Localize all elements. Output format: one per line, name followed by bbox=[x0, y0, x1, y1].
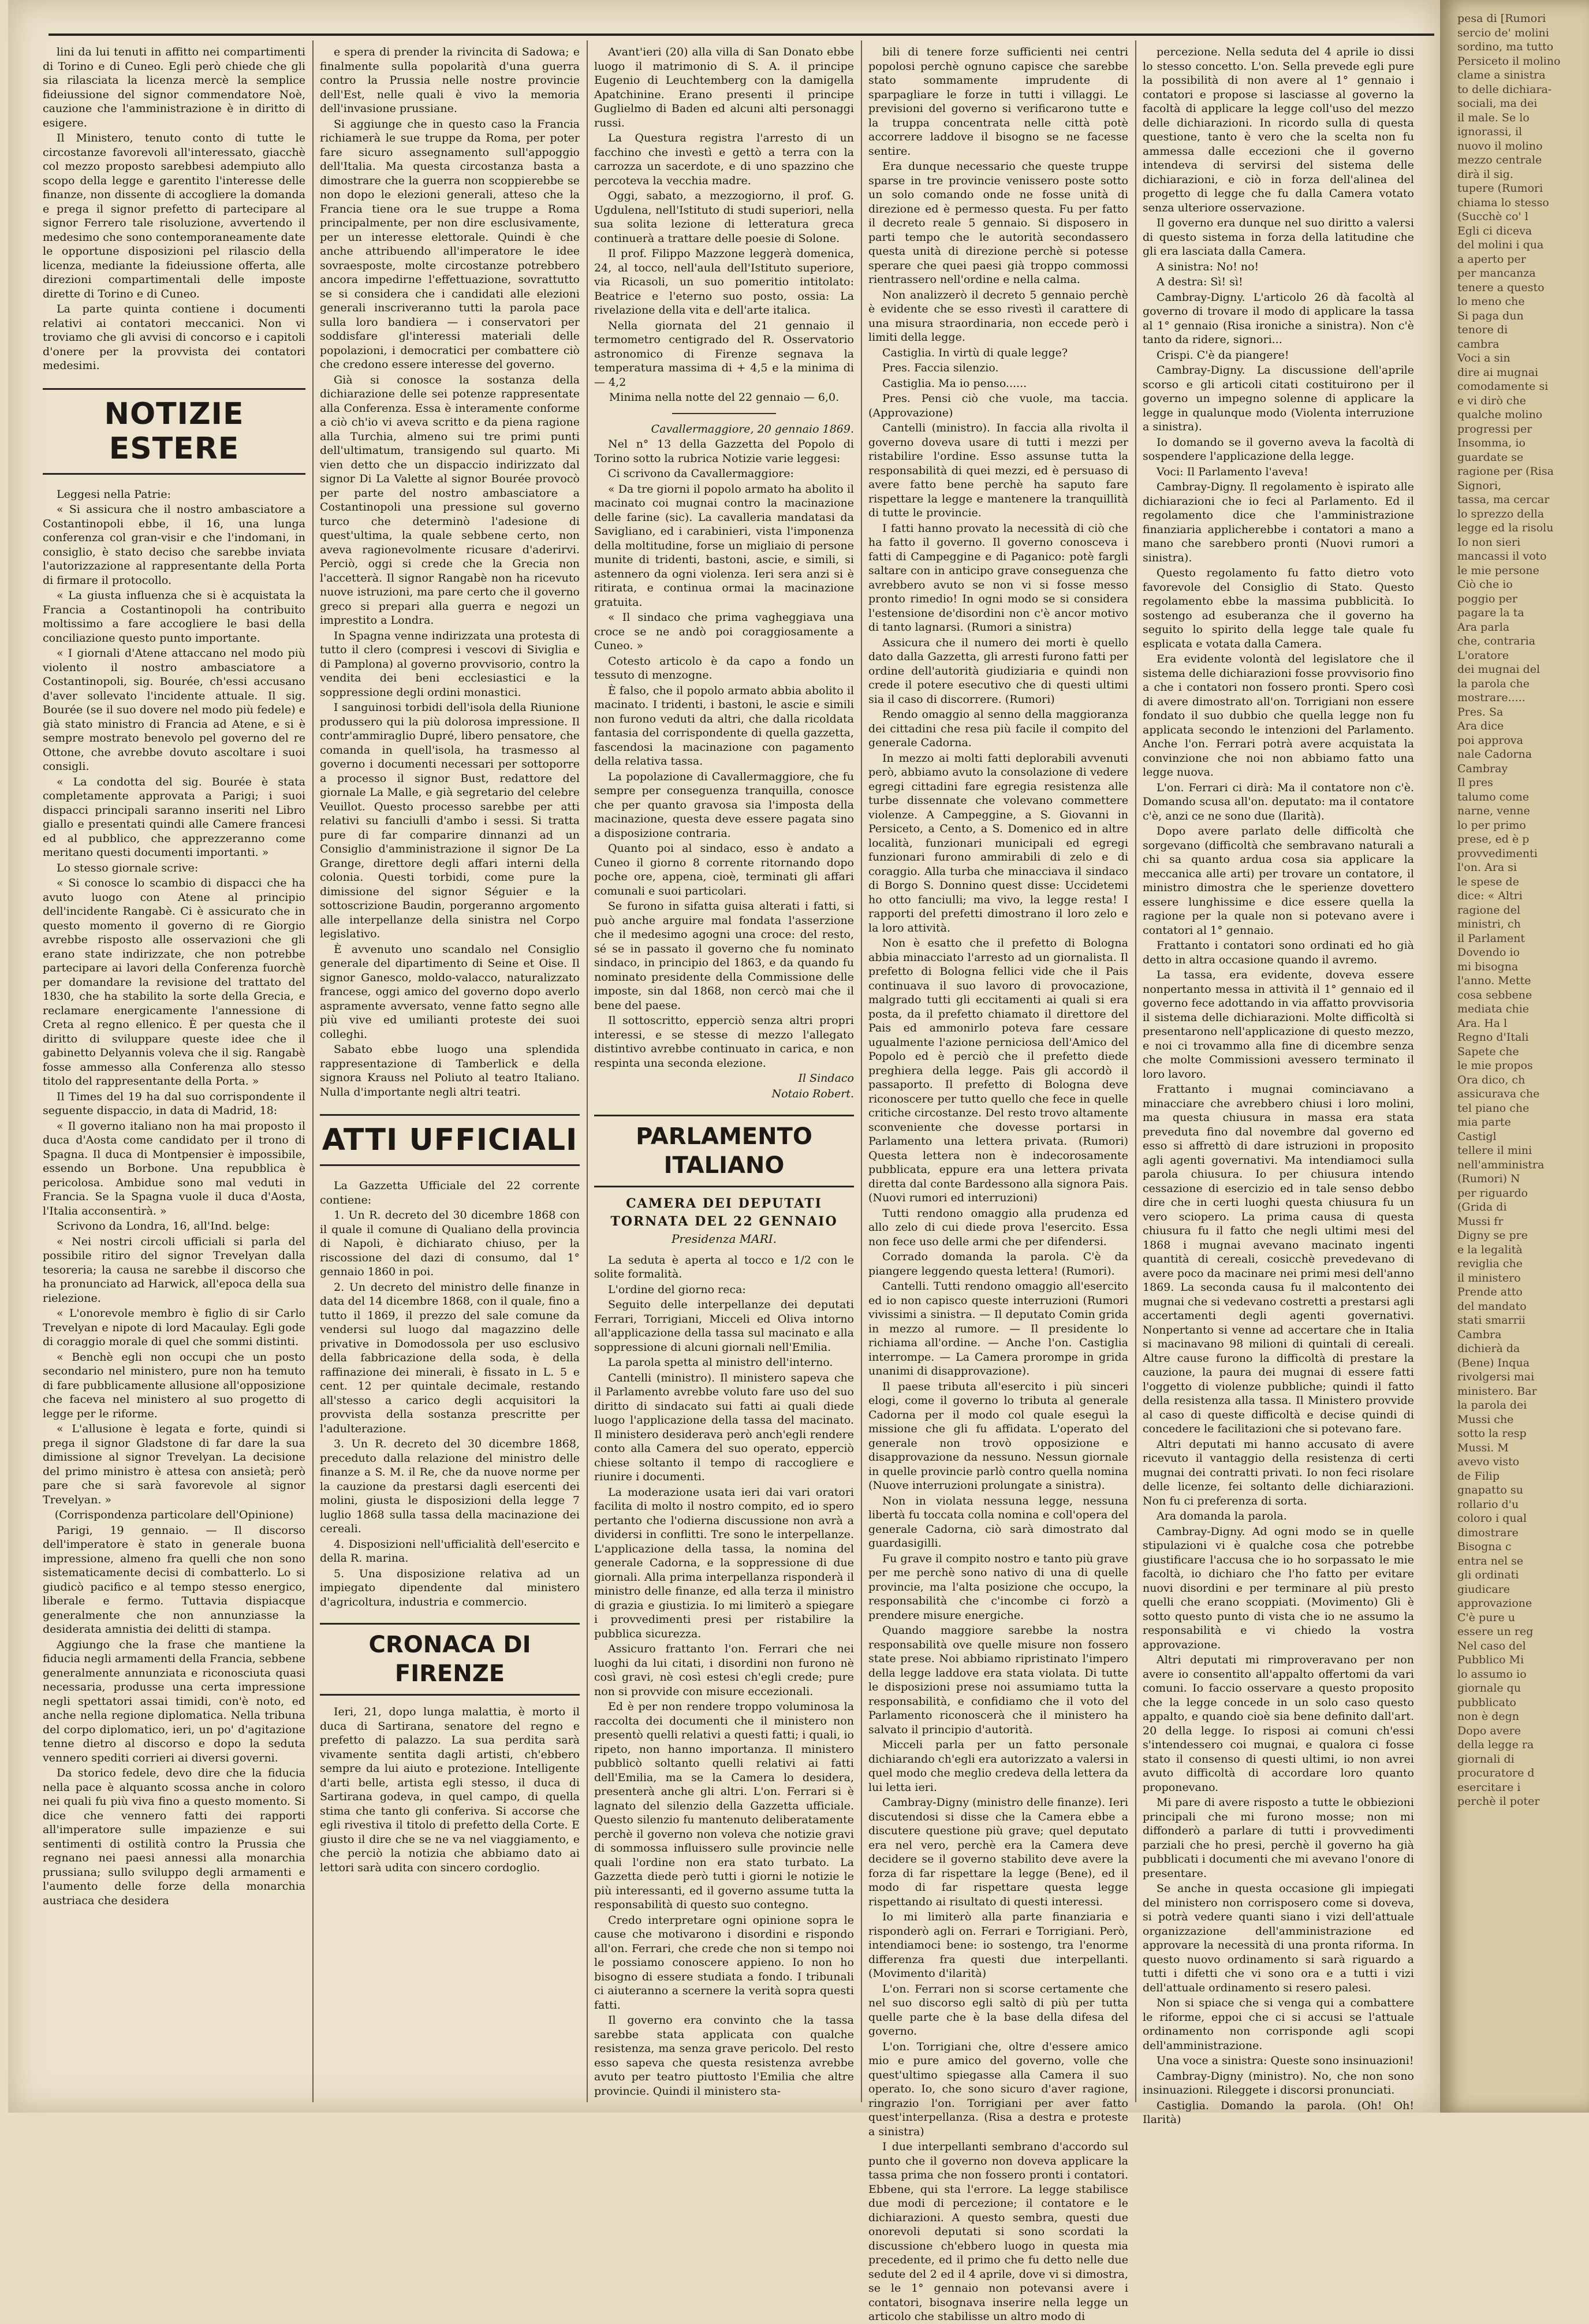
paragraph: Pres. Faccia silenzio. bbox=[882, 362, 999, 374]
paragraph: Il governo era convinto che la tassa sarebbe stata applicata con qualche resistenza, ma senza grave pericolo. Del resto esso sapeva che questa resistenza avrebbe avuto per teatro piuttosto l'Emilia che altre provincie. Quindi il ministero sta- bbox=[594, 2014, 854, 2098]
fold-line: lo sprezzo della bbox=[1457, 507, 1545, 520]
fold-line: Mussi fr bbox=[1457, 1215, 1504, 1228]
fold-line: a aperto per bbox=[1457, 252, 1526, 266]
fold-line: progressi per bbox=[1457, 422, 1532, 435]
paragraph: Frattanto i contatori sono ordinati ed ho già detto in altra occasione quando il avremo. bbox=[1143, 939, 1414, 966]
paragraph: Il prof. Filippo Mazzone leggerà domenica, 24, al tocco, nell'aula dell'Istituto superiore, via Ricasoli, un suo pomeritio intitolato: Beatrice e l'eterno suo posto, ossia: La rivelazione della vita e dell'arte italica. bbox=[594, 247, 854, 316]
paragraph: « L'onorevole membro è figlio di sir Carlo Trevelyan e nipote di lord Macaulay. Egli gode di coraggio morale di quel che sommi distinti. bbox=[43, 1307, 305, 1348]
session-date: TORNATA DEL 22 GENNAIO bbox=[610, 1213, 838, 1229]
paragraph: Già si conosce la sostanza della dichiarazione delle sei potenze rappresentate alla Conferenza. Essa è interamente conforme a ciò ch'io vi aveva scritto e da piena ragione alla Turchia, almeno sui tre primi punti dell'ultimatum, transigendo sul quarto. Mi vien detto che un dispaccio indirizzato dal signor Di La Valette al signor Bourée provocò per parte del nostro ambasciatore a Costantinopoli una pressione sul governo turco che determinò l'adesione di quest'ultima, la quale sebbene certo, non aveva ragionevolmente ricusare d'aderirvi. Perciò, oggi si crede che la Grecia non l'accetterà. Il signor Rangabè non ha ricevuto nuove istruzioni, ma pare certo che il governo greco si prepari alla guerra e negozi un imprestito a Londra. bbox=[320, 373, 580, 627]
paragraph: Aggiungo che la frase che mantiene la fiducia negli armamenti della Francia, sebbene generalmente annunziata e riconosciuta quasi necessaria, produsse una certa impressione negli spettatori assai timidi, con'è noto, ed anche nella regione diplomatica. Nella tribuna del corpo diplomatico, ieri, un po' d'agitazione tenne dietro al discorso e dopo la seduta vennero spediti corrieri ai diversi governi. bbox=[43, 1638, 305, 1764]
fold-line: il Parlament bbox=[1457, 932, 1525, 945]
fold-line: della legge ra bbox=[1457, 1738, 1534, 1751]
separator bbox=[672, 413, 776, 414]
paragraph: Una voce a sinistra: Queste sono insinuazioni! bbox=[1157, 2054, 1414, 2067]
paragraph: Altri deputati mi hanno accusato di avere ricevuto il vantaggio della resistenza di certi mugnai dei contratti privati. Io non feci risolare delle licenze, fei soltanto delle dichiarazioni. Non fu ci preferenza di sorta. bbox=[1143, 1437, 1414, 1507]
paragraph: Voci: Il Parlamento l'aveva! bbox=[1157, 465, 1308, 478]
paragraph: La parola spetta al ministro dell'interno. bbox=[608, 1356, 833, 1369]
fold-line: dichierà da bbox=[1457, 1342, 1520, 1355]
fold-line: guardate se bbox=[1457, 450, 1524, 464]
fold-line: le mie persone bbox=[1457, 564, 1539, 577]
fold-line: Mussi. M bbox=[1457, 1441, 1509, 1454]
fold-line: Pres. Sa bbox=[1457, 705, 1504, 718]
fold-line: Il pres bbox=[1457, 776, 1493, 789]
paragraph: L'ordine del giorno reca: bbox=[608, 1283, 746, 1296]
article-cavallermaggiore bbox=[594, 437, 854, 1101]
fold-line: esercitare i bbox=[1457, 1781, 1521, 1794]
column-1 bbox=[43, 45, 305, 2101]
fold-line: entra nel se bbox=[1457, 1554, 1524, 1567]
fold-line: sercio de' molini bbox=[1457, 26, 1549, 39]
fold-line: ministri, ch bbox=[1457, 918, 1521, 930]
fold-line: legge ed la risolu bbox=[1457, 522, 1554, 534]
fold-line: per riguardo bbox=[1457, 1186, 1528, 1200]
paragraph: Non si spiace che si venga qui a combattere le riforme, eppoi che ci si accusi se l'attuale ordinamento non corrisponde agli scopi dell'amministrazione. bbox=[1143, 1997, 1414, 2052]
paragraph: La Questura registra l'arresto di un facchino che investì e gettò a terra con la carrozza un sacerdote, e di uno spazzino che percoteva la vecchia madre. bbox=[594, 132, 854, 187]
paragraph: In mezzo ai molti fatti deplorabili avvenuti però, abbiamo avuto la consolazione di vedere egregi cittadini fare egregia resistenza alle turbe dissennate che volevano commettere violenze. A Campeggine, a S. Giovanni in Persiceto, a Cento, a S. Domenico ed in altre località, funzionari municipali ed egregi funzionari furono ammirabili di zelo e di coraggio. Alla turba che minacciava il sindaco di Borgo S. Donnino quest disse: Uccidetemi ho otto fanciulli; ma vivo, la legge resta! I rapporti del prefetti dimostrano il loro zelo e la loro attività. bbox=[868, 751, 1128, 934]
fold-line: stati smarrii bbox=[1457, 1314, 1525, 1327]
paragraph: lini da lui tenuti in affitto nei compartimenti di Torino e di Cuneo. Egli però chiede che gli sia rilasciata la licenza mercè la semplice fideiussione del signor commendatore Noè, cauzione che l'amministrazione è in diritto di esigere. bbox=[43, 46, 305, 129]
fold-line: nuovo il molino bbox=[1457, 139, 1543, 152]
fold-line: Sapete che bbox=[1457, 1045, 1519, 1058]
paragraph: Cambray-Digny. La discussione dell'aprile scorso e gli articoli citati costituirono per il governo un impegno solenne di applicare la legge in qualunque modo (Violenta interruzione a sinistra). bbox=[1143, 364, 1414, 433]
column-rule bbox=[1135, 40, 1136, 2102]
fold-line: rivolgersi mai bbox=[1457, 1370, 1535, 1383]
paragraph: Non in violata nessuna legge, nessuna libertà fu toccata colla nomina e coll'opera del generale Cadorna, ciò sarà dimostrato dal guardasigilli. bbox=[868, 1494, 1128, 1550]
fold-line: le mie propos bbox=[1457, 1059, 1533, 1072]
fold-line: perchè il poter bbox=[1457, 1795, 1540, 1808]
paragraph: Cantelli (ministro). Il ministero sapeva che il Parlamento avrebbe voluto fare uso del suo diritto di sindacato sui fatti ai quali diede luogo l'applicazione della tassa del macinato. Il ministero desiderava però anch'egli rendere conto alla Camera del suo operato, epperciò chiese soltanto il tempo di raccogliere e riunire i documenti. bbox=[594, 1371, 854, 1483]
fold-line: avevo visto bbox=[1457, 1455, 1520, 1468]
paragraph: Ed è per non rendere troppo voluminosa la raccolta dei documenti che il ministero non presentò quelli relativi a questi fatti; i quali, io ripeto, non hanno importanza. Il ministero pubblicò soltanto quelli relativi ai fatti dell'Emilia, ma se la Camera lo desidera, presenterà anche gli altri. L'on. Ferrari si è lagnato del silenzio della Gazzetta ufficiale. Questo silenzio fu mantenuto deliberatamente perchè il governo non voleva che notizie gravi di sommossa influissero sulle provincie nelle quali l'ordine non era stato turbato. La Gazzetta diede però tutti i giorni le notizie le più interessanti, ed il governo assume tutta la responsabilità di questo suo contegno. bbox=[594, 1700, 854, 1911]
paragraph: L'on. Ferrari ci dirà: Ma il contatore non c'è. Domando scusa all'on. deputato: ma il contatore c'è, anzi ce ne sono due (Ilarità). bbox=[1143, 781, 1414, 822]
fold-line: mi bisogna bbox=[1457, 960, 1519, 973]
paragraph: Il sottoscritto, epperciò senza altri propri interessi, e se stesse di mezzo l'allegato distintivo avrebbe continuato in carica, e non respinta una seconda elezione. bbox=[594, 1014, 854, 1070]
paragraph: Questo regolamento fu fatto dietro voto favorevole del Consiglio di Stato. Questo regolamento ebbe la massima pubblicità. Io sostengo ad esuberanza che il governo ha seguito lo spirito della legge tale quale fu esplicata e votata dalla Camera. bbox=[1143, 567, 1414, 650]
fold-line: Voci a sin bbox=[1457, 352, 1510, 364]
paragraph: « Il governo italiano non ha mai proposto il duca d'Aosta come candidato per il trono di Spagna. Il duca di Montpensier è impossibile, essendo un Borbone. Una repubblica è pericolosa. Ambidue sono mal veduti in Francia. Se la Spagna vuole il duca d'Aosta, l'Italia acconsentirà. » bbox=[43, 1119, 305, 1217]
fold-line: to delle dichiara- bbox=[1457, 83, 1552, 96]
fold-line: del molini i qua bbox=[1457, 239, 1544, 251]
paragraph: Mi pare di avere risposto a tutte le obbiezioni principali che mi furono mosse; non mi diffonderò a parlare di tutti i provvedimenti parziali che ho presi, perchè il governo ha già pubblicati i documenti che mi avevano l'onore di presentare. bbox=[1143, 1796, 1414, 1880]
paragraph: Parigi, 19 gennaio. — Il discorso dell'imperatore è stato in generale buona impressione, almeno fra quelli che non sono sistematicamente decisi di combatterlo. Lo si giudicò pacifico e al tempo stesso energico, liberale e fermo. Tuttavia dispiacque generalmente che non annunziasse la desiderata amnistia dei delitti di stampa. bbox=[43, 1524, 305, 1636]
paragraph: L'on. Torrigiani che, oltre d'essere amico mio e pure amico del governo, volle che quest'ultimo spiegasse alla Camera il suo operato. Io, che sono sicuro d'aver ragione, ringrazio l'on. Torrigiani per aver fatto quest'interpellanza. (Risa a destra e proteste a sinistra) bbox=[868, 2040, 1128, 2138]
paragraph: « Benchè egli non occupi che un posto secondario nel ministero, pure non ha temuto di fare pubblicamente allusione all'opposizione che faceva nel ministero al suo progetto di legge per le riforme. bbox=[43, 1350, 305, 1420]
fold-line: l'on. Ara si bbox=[1457, 861, 1517, 874]
paragraph: Tutti rendono omaggio alla prudenza ed allo zelo di cui diede prova l'esercito. Essa non fece uso delle armi che per difendersi. bbox=[868, 1206, 1128, 1248]
paragraph: Castiglia. Domando la parola. (Oh! Oh! Ilarità) bbox=[1143, 2099, 1414, 2126]
paragraph: Il paese tributa all'esercito i più sinceri elogi, come il governo lo tributa al generale Cadorna per il modo col quale eseguì la missione che gli fu affidata. L'operato del generale non trovò opposizione e disapprovazione da nessuno. Nessun giornale in quelle provincie parlò contro quella nomina (Nuove interruzioni prolungate a sinistra). bbox=[868, 1380, 1128, 1492]
fold-line: ministero. Bar bbox=[1457, 1384, 1537, 1398]
fold-line: Ara. Ha l bbox=[1457, 1016, 1508, 1030]
fold-line: comodamente si bbox=[1457, 380, 1549, 393]
paragraph: Cantelli (ministro). In faccia alla rivolta il governo doveva usare di tutti i mezzi per ristabilire l'ordine. Esso assunse tutta la responsabilità di quei mezzi, ed è persuaso di avere fatto bene perchè ha saputo fare rispettare la legge e mantenere la tranquillità di tutte le provincie. bbox=[868, 422, 1128, 519]
fold-line: Si paga dun bbox=[1457, 309, 1524, 322]
article-cronaca-continued bbox=[594, 45, 854, 405]
chamber-title: CAMERA DEI DEPUTATI bbox=[626, 1196, 822, 1211]
fold-line: e vi dirò che bbox=[1457, 394, 1527, 407]
fold-line: tenore di bbox=[1457, 323, 1508, 336]
next-page-fragment bbox=[1457, 12, 1579, 1809]
article-parlamento bbox=[594, 1253, 854, 2099]
paragraph: Nella giornata del 21 gennaio il termometro centigrado del R. Osservatorio astronomico di Firenze segnava la temperatura massima di + 4,5 e la minima di — 4,2 bbox=[594, 319, 854, 389]
dateline: Cavallermaggiore, 20 gennaio 1869. bbox=[651, 422, 854, 435]
paragraph: 3. Un R. decreto del 30 dicembre 1868, preceduto dalla relazione del ministro delle finanze a S. M. il Re, che da nuove norme per la cauzione da prestarsi dagli esercenti dei molini, giusta le disposizioni della legge 7 luglio 1868 sulla tassa della macinazione dei cereali. bbox=[320, 1437, 580, 1535]
fold-line: e la legalità bbox=[1457, 1243, 1523, 1256]
fold-line: giornali di bbox=[1457, 1752, 1515, 1766]
paragraph: In Spagna venne indirizzata una protesta di tutto il clero (compresi i vescovi di Siviglia e di Pamplona) al governo provvisorio, contro la vendita dei beni ecclesiastici e la soppressione degli ordini monastici. bbox=[320, 629, 580, 699]
fold-line: pagare la ta bbox=[1457, 606, 1524, 619]
article-atti-ufficiali bbox=[320, 1179, 580, 1609]
paragraph: Cambray-Digny. Il regolamento è ispirato alle dichiarazioni che io feci al Parlamento. Ed il regolamento dice che l'amministrazione finanziaria applicherebbe i contatori a mano a mano che sarebbero pronti (Nuovi rumori a sinistra). bbox=[1143, 481, 1414, 564]
fold-line: Mussi che bbox=[1457, 1413, 1514, 1426]
paragraph: La tassa, era evidente, doveva essere nonpertanto messa in attività il 1° gennaio ed il governo fece adottando in via affatto provvisoria il sistema delle dichiarazioni. Molte difficoltà si presentarono nell'applicazione di questo mezzo, e noi ci trovammo alla fine di dicembre senza che molte Commissioni avessero terminato il loro lavoro. bbox=[1143, 969, 1414, 1081]
signature-notaio: Notaio Robert. bbox=[771, 1087, 854, 1100]
top-rule bbox=[49, 33, 1434, 36]
paragraph: « La giusta influenza che si è acquistata la Francia a Costantinopoli ha contribuito moltissimo a fare accogliere le basi della conciliazione questo punto importante. bbox=[43, 589, 305, 645]
fold-line: dimostrare bbox=[1457, 1526, 1519, 1539]
fold-line: tenere a questo bbox=[1457, 281, 1545, 294]
fold-line: lo assumo io bbox=[1457, 1667, 1527, 1681]
paragraph: 5. Una disposizione relativa ad un impiegato dipendente dal ministero d'agricoltura, industria e commercio. bbox=[320, 1567, 580, 1608]
section-heading-parlamento: PARLAMENTO ITALIANO bbox=[594, 1115, 854, 1187]
fold-line: procuratore d bbox=[1457, 1767, 1535, 1779]
section-heading-notizie-estere: NOTIZIE ESTERE bbox=[43, 388, 305, 475]
fold-line: rollario d'u bbox=[1457, 1498, 1519, 1511]
fold-line: mezzo centrale bbox=[1457, 154, 1542, 166]
fold-line: Dovendo io bbox=[1457, 946, 1520, 959]
paragraph: Lo stesso giornale scrive: bbox=[57, 861, 199, 874]
column-rule bbox=[312, 40, 314, 2102]
fold-line: Cambray bbox=[1457, 762, 1508, 775]
paragraph: bili di tenere forze sufficienti nei centri popolosi perchè ognuno capisce che sarebbe stato sommamente imprudente di sparpagliare le forze in tutti i villaggi. Le previsioni del governo si verificarono tutte e la truppa concentrata nelle città potè accorrere laddove il bisogno se ne facesse sentire. bbox=[868, 46, 1128, 158]
paragraph: La Gazzetta Ufficiale del 22 corrente contiene: bbox=[320, 1179, 580, 1206]
fold-line: la parola dei bbox=[1457, 1399, 1527, 1411]
column-4 bbox=[868, 45, 1128, 2323]
column-rule bbox=[861, 40, 862, 2102]
fold-line: tupere (Rumori bbox=[1457, 182, 1543, 195]
fold-line: talumo come bbox=[1457, 790, 1530, 803]
paragraph: Sabato ebbe luogo una splendida rappresentazione di Tamberlick e della signora Krauss nel Poliuto al teatro Italiano. Nulla d'importante negli altri teatri. bbox=[320, 1043, 580, 1098]
fold-line: cambra bbox=[1457, 337, 1500, 351]
paragraph: Cotesto articolo è da capo a fondo un tessuto di menzogne. bbox=[594, 654, 854, 681]
fold-line: sordino, ma tutto bbox=[1457, 40, 1554, 53]
fold-line: ragione per (Risa bbox=[1457, 465, 1554, 478]
column-rule bbox=[587, 40, 588, 2102]
column-2 bbox=[320, 45, 580, 2101]
fold-line: nale Cadorna bbox=[1457, 748, 1532, 761]
fold-line: Io non sieri bbox=[1457, 535, 1521, 549]
fold-line: Ara dice bbox=[1457, 720, 1504, 732]
fold-line: prese, ed è p bbox=[1457, 833, 1530, 846]
article-cambray-digny bbox=[1143, 45, 1414, 2127]
fold-line: giudicare bbox=[1457, 1582, 1510, 1596]
fold-line: Regno d'Itali bbox=[1457, 1031, 1529, 1044]
paragraph: Non analizzerò il decreto 5 gennaio perchè è evidente che se esso rivestì il carattere di una misura straordinaria, non eccede però i limiti della legge. bbox=[868, 288, 1128, 344]
paragraph: Cambray-Digny. L'articolo 26 dà facoltà al governo di trovare il modo di applicare la tassa al 1° gennaio (Risa ironiche a sinistra). Non c'è tanto da ridere, signori... bbox=[1143, 290, 1414, 346]
fold-line: sociali, ma dei bbox=[1457, 97, 1538, 110]
fold-line: non è degn bbox=[1457, 1710, 1520, 1723]
fold-line: Pubblico Mi bbox=[1457, 1653, 1524, 1666]
fold-line: ragione del bbox=[1457, 903, 1521, 917]
paragraph: Assicuro frattanto l'on. Ferrari che nei luoghi da lui citati, i disordini non furono nè così gravi, nè così estesi ch'egli crede; pure non si provvide con misure eccezionali. bbox=[594, 1643, 854, 1698]
paragraph: Castiglia. In virtù di quale legge? bbox=[882, 346, 1068, 359]
fold-line: il ministero bbox=[1457, 1271, 1521, 1284]
fold-line: reviglia che bbox=[1457, 1257, 1523, 1270]
fold-line: del mandato bbox=[1457, 1299, 1527, 1313]
paragraph: 4. Disposizioni nell'ufficialità dell'esercito e della R. marina. bbox=[320, 1537, 580, 1565]
paragraph: « Da tre giorni il popolo armato ha abolito il macinato coi mugnai contro la macinazione delle farine (sic). La cavalleria mandatasi da Savigliano, ed i carabinieri, vista l'imponenza della moltitudine, forse un migliaio di persone munite di tridenti, bastoni, ascie, e simili, si astennero da ogni violenza. Ieri sera anzi si è ritirata, e continua ormai la macinazione gratuita. bbox=[594, 482, 854, 609]
section-heading-cronaca-firenze: CRONACA DI FIRENZE bbox=[320, 1623, 580, 1696]
paragraph: « Si assicura che il nostro ambasciatore a Costantinopoli ebbe, il 16, una lunga conferenza col gran-visir e che l'indomani, in consiglio, è stato deciso che sarebbe inviata l'autorizzazione al rappresentante della Porta di firmare il protocollo. bbox=[43, 503, 305, 587]
paragraph: È falso, che il popolo armato abbia abolito il macinato. I tridenti, i bastoni, le ascie e simili non furono veduti da altri, che dalla ricoldata fantasia del corrispondente di quella gazzetta, fascendosi la macinazione con pagamento della relativa tassa. bbox=[594, 684, 854, 768]
fold-line: chiama lo stesso bbox=[1457, 196, 1549, 209]
fold-line: mancassi il voto bbox=[1457, 550, 1547, 563]
fold-line: qualche molino bbox=[1457, 408, 1543, 421]
paragraph: (Corrispondenza particolare dell'Opinione) bbox=[54, 1509, 294, 1521]
fold-line: clame a sinistra bbox=[1457, 69, 1546, 81]
fold-line: (Succhè co' l bbox=[1457, 210, 1528, 223]
article-cronaca-firenze bbox=[320, 1705, 580, 1875]
fold-line: dirà il sig. bbox=[1457, 167, 1513, 181]
paragraph: Cambray-Digny (ministro delle finanze). Ieri discutendosi si disse che la Camera ebbe a discutere questione più grave; quel deputato era nel vero, perchè era la Camera deve decidere se il governo stabilito deve avere la forza di far rispettare la legge (Bene), ed il modo di far rispettare questa legge rispettando ai risultato di questi interessi. bbox=[868, 1796, 1128, 1908]
fold-line: Ora dico, ch bbox=[1457, 1073, 1525, 1086]
signature-sindaco: Il Sindaco bbox=[798, 1072, 854, 1085]
paragraph: Il Times del 19 ha dal suo corrispondente il seguente dispaccio, in data di Madrid, 18: bbox=[43, 1090, 305, 1117]
paragraph: Ci scrivono da Cavallermaggiore: bbox=[608, 467, 794, 480]
fold-line: Bisogna c bbox=[1457, 1540, 1512, 1553]
paragraph: La moderazione usata ieri dai vari oratori facilita di molto il nostro compito, ed io spero pertanto che l'odierna discussione non avrà a dividersi in conflitti. Tre sono le interpellanze. L'applicazione della tassa, la nomina del generale Cadorna, e la soppressione di due giornali. Alla prima interpellanza risponderà il ministro delle finanze, ed alla terza il ministro di grazia e giustizia. Io mi limiterò a spiegare i provvedimenti presi per ristabilire la pubblica sicurezza. bbox=[594, 1485, 854, 1640]
fold-line: Egli ci diceva bbox=[1457, 224, 1532, 237]
paragraph: Era dunque necessario che queste truppe sparse in tre provincie venissero poste sotto un solo comando onde ne fosse unità di direzione ed è permesso questa. Fu per fatto il decreto reale 5 gennaio. Si disposero in parti tempo che le autorità secondassero questa unità di direzione perchè si potesse sperare che quei paesi già troppo commossi rientrassero nell'ordine e nella calma. bbox=[868, 160, 1128, 286]
paragraph: 1. Un R. decreto del 30 dicembre 1868 con il quale il comune di Qualiano della provincia di Napoli, è dichiarato chiuso, per la riscossione del dazi di consumo, dal 1° gennaio 1860 in poi. bbox=[320, 1209, 580, 1278]
fold-line: Nel caso del bbox=[1457, 1639, 1526, 1652]
paragraph: A sinistra: No! no! bbox=[1157, 260, 1259, 273]
paragraph: È avvenuto uno scandalo nel Consiglio generale del dipartimento di Seine et Oise. Il signor Ganesco, moldo-valacco, naturalizzato francese, oggi amico del governo dopo averlo aspramente avversato, venne fatto segno alle più vive ed umilianti proteste dei suoi colleghi. bbox=[320, 943, 580, 1041]
paragraph: Il Ministero, tenuto conto di tutte le circostanze favorevoli all'interessato, giacchè col mezzo proposto sarebbesi adempiuto allo scopo della legge e garentito l'interesse delle finanze, non dissente di accogliere la domanda e prega il signor prefetto di partecipare al signor Ferrero tale risoluzione, avvertendo il medesimo che sono contemporaneamente date le opportune disposizioni pel rilascio della licenza, mediante la fideiussione offerta, alle direzioni compartimentali delle imposte dirette di Torino e di Cuneo. bbox=[43, 132, 305, 300]
paragraph: Non è esatto che il prefetto di Bologna abbia minacciato l'arresto ad un giornalista. Il prefetto di Bologna fellici vide che il Pais continuava il suo lavoro di provocazione, malgrado tutti gli eccitamenti ai quali si era posta, da il prefetto chiamato il direttore del Pais ed ammonirlo poteva fare cessare ugualmente l'azione perniciosa dell'Amico del Popolo ed è perciò che il prefetto diede preghiera della legge. Pais gli accordò il passaporto. Il prefetto di Bologna deve riconoscere per tutto quello che fece in quelle critiche circostanze. Del resto trovo altamente sconveniente che dovesse portarsi in Parlamento una lettera privata. (Rumori) Questa lettera non è indecorosamente pubblicata, eppure era una lettera privata diretta dal conte Bardessono alla signora Pais. (Nuovi rumori ed interruzioni) bbox=[868, 937, 1128, 1204]
paragraph: Quando maggiore sarebbe la nostra responsabilità ove quelle misure non fossero state prese. Noi abbiamo ripristinato l'impero della legge laddove era stata violata. Di tutte le disposizioni prese noi assumiamo tutta la responsabilità, e confidiamo che il voto del Parlamento riconoscerà che il ministero ha salvato il principio d'autorità. bbox=[868, 1624, 1128, 1736]
fold-line: Insomma, io bbox=[1457, 437, 1525, 449]
next-page-fold bbox=[1440, 0, 1589, 2113]
paragraph: Se furono in sifatta guisa alterati i fatti, si può anche arguire mal fondata l'asserzione che il medesimo agogni una croce: del resto, sé se in passato il governo che fu nominato sindaco, in principio del 1863, e da quando fu nominato presidente della Commissione delle imposte, sin dal 1868, non cercò mai che il bene del paese. bbox=[594, 900, 854, 1012]
paragraph: Leggesi nella Patrie: bbox=[57, 487, 171, 501]
paragraph: Il governo era dunque nel suo diritto a valersi di questo sistema in forza della latitudine che gli era lasciata dalla Camera. bbox=[1143, 217, 1414, 258]
paragraph: Io domando se il governo aveva la facoltà di sospendere l'applicazione della legge. bbox=[1143, 435, 1414, 463]
fold-line: sotto la resp bbox=[1457, 1427, 1527, 1440]
paragraph: Io mi limiterò alla parte finanziaria e risponderò agli on. Ferrari e Torrigiani. Però, intendiamoci bene: io sostengo, tra l'enorme differenza fra questi due interpellanti. (Movimento d'ilarità) bbox=[868, 1910, 1128, 1980]
fold-line: le spese de bbox=[1457, 875, 1519, 888]
paragraph: Cantelli. Tutti rendono omaggio all'esercito ed io non capisco queste interruzioni (Rumori vivissimi a sinistra. — Il deputato Comin grida in mezzo al rumore. — Il presidente lo richiama all'ordine. — Anche l'on. Castiglia interrompe. — La Camera prorompe in grida unanimi di disapprovazione). bbox=[868, 1280, 1128, 1377]
paragraph: L'on. Ferrari non si scorse certamente che nel suo discorso egli saltò di più per tutta quelle parte che è la base della difesa del governo. bbox=[868, 1982, 1128, 2038]
article-parlamento-continued bbox=[868, 45, 1128, 2324]
paragraph: Seguito delle interpellanze dei deputati Ferrari, Torrigiani, Micceli ed Oliva intorno all'applicazione della tassa sul macinato e alla soppressione di alcuni giornali nell'Emilia. bbox=[594, 1298, 854, 1354]
fold-line: il male. Se lo bbox=[1457, 111, 1530, 124]
fold-line: (Grida di bbox=[1457, 1201, 1507, 1213]
fold-line: mostrare..... bbox=[1457, 691, 1525, 704]
column-5 bbox=[1143, 45, 1414, 2126]
fold-line: che, contraria bbox=[1457, 635, 1536, 647]
paragraph: La parte quinta contiene i documenti relativi ai contatori meccanici. Non vi troviamo che gli avvisi di concorso e i capitoli d'onere per la provvista dei contatori medesimi. bbox=[43, 303, 305, 372]
paragraph: La popolazione di Cavallermaggiore, che fu sempre per conseguenza tranquilla, conosce che per quanto gravosa sia l'imposta della macinazione, questa deve essere pagata sino a disposizione contraria. bbox=[594, 770, 854, 840]
fold-line: essere un reg bbox=[1457, 1625, 1534, 1638]
paragraph: I fatti hanno provato la necessità di ciò che ha fatto il governo. Il governo conosceva i fatti di Campeggine e di Paganico: potè fargli saltare con in anticipo grave conseguenza che avrebbero avuto se non vi si fosse messo pronto rimedio! In ogni modo se si considera l'estensione de'disordini non c'è ancor motivo di tanto lagnarsi. (Rumori a sinistra) bbox=[868, 522, 1128, 634]
fold-line: per mancanza bbox=[1457, 267, 1536, 280]
fold-line: approvazione bbox=[1457, 1597, 1532, 1610]
fold-line: ignorassi, il bbox=[1457, 125, 1523, 138]
fold-line: lo per primo bbox=[1457, 818, 1526, 832]
section-heading-atti-ufficiali: ATTI UFFICIALI bbox=[320, 1114, 580, 1166]
paragraph: Pres. Pensi ciò che vuole, ma taccia. (Approvazione) bbox=[868, 392, 1128, 419]
fold-line: de Filip bbox=[1457, 1469, 1500, 1483]
paragraph: Scrivono da Londra, 16, all'Ind. belge: bbox=[57, 1220, 270, 1232]
paragraph: Era evidente volontà del legislatore che il sistema delle dichiarazioni fosse provvisorio fino a che i contatori non fossero pronti. Spero così di avere dimostrato all'on. Torrigiani non essere fondato il suo dubbio che quella legge non fu applicata secondo le intenzioni del Parlamento. Anche l'on. Ferrari potrà avere acquistata la convinzione che noi non abbiamo fatto una legge nuova. bbox=[1143, 653, 1414, 779]
paragraph: « Nei nostri circoli ufficiali si parla del possibile ritiro del signor Trevelyan dalla tesoreria; la causa ne sarebbe il discorso che ha pronunciato ad Harwick, all'epoca della sua rielezione. bbox=[43, 1235, 305, 1305]
paragraph: Se anche in questa occasione gli impiegati del ministero non corrisposero come si doveva, si potrà vedere quanti siano i vizi dell'attuale organizzazione dell'amministrazione ed approvare la necessità di una pronta riforma. In questo nuovo ordinamento si sarà riguardo a tutti i difetti che vi sono ora e a tutti i vizi dell'attuale ordinamento si resero palesi. bbox=[1143, 1882, 1414, 1994]
paragraph: Da storico fedele, devo dire che la fiducia nella pace è alquanto scossa anche in coloro nei quali fu più viva fino a questo momento. Si dice che vennero fatti dei rapporti all'imperatore sulle impazienze e sui sentimenti di ostilità contro la Prussia che regnano nei paesi annessi alla monarchia prussiana; sullo sviluppo degli armamenti e l'aumento delle forze della monarchia austriaca che desidera bbox=[43, 1767, 305, 1907]
paragraph: Avant'ieri (20) alla villa di San Donato ebbe luogo il matrimonio di S. A. il principe Eugenio di Leuchtemberg con la damigella Apatchinine. Erano presenti il principe Guglielmo di Baden ed alcuni alti personaggi russi. bbox=[594, 46, 854, 129]
paragraph: Rendo omaggio al senno della maggioranza dei cittadini che resa più facile il compito del generale Cadorna. bbox=[868, 708, 1128, 749]
presidency: Presidenza MARI. bbox=[671, 1232, 777, 1246]
fold-line: tellere il mini bbox=[1457, 1144, 1532, 1157]
paragraph: Cambray-Digny. Ad ogni modo se in quelle stipulazioni vi è qualche cosa che potrebbe giustificare l'accusa che io ho sorpassato le mie facoltà, io dichiaro che l'ho fatto per evitare nuovi disordini e per terminare al più presto quelli che erano scoppiati. (Movimento) Gli è sotto questo punto di vista che io ne assumo la responsabilità e vi chiedo la vostra approvazione. bbox=[1143, 1525, 1414, 1651]
column-3 bbox=[594, 45, 854, 2101]
fold-line: mia parte bbox=[1457, 1116, 1511, 1129]
fold-line: Dopo avere bbox=[1457, 1724, 1521, 1737]
fold-line: nell'amministra bbox=[1457, 1158, 1545, 1171]
fold-line: (Bene) Inqua bbox=[1457, 1356, 1530, 1369]
fold-line: pubblicato bbox=[1457, 1696, 1516, 1709]
fold-line: Persiceto il molino bbox=[1457, 54, 1561, 68]
fold-line: Cambra bbox=[1457, 1328, 1502, 1341]
paragraph: « Il sindaco che prima vagheggiava una croce se ne andò poi coraggiosamente a Cuneo. » bbox=[594, 611, 854, 652]
paragraph: Dopo avere parlato delle difficoltà che sorgevano (difficoltà che sembravano naturali a chi sa quanto ardua cosa sia applicare la meccanica alle arti) per trovare un contatore, il ministro dimostra che le sperienze dovettero essere lunghissime e dice essere quella la ragione per la quale non si potevano avere i contatori al 1° gennaio. bbox=[1143, 825, 1414, 937]
fold-line: assicurava che bbox=[1457, 1087, 1540, 1100]
paragraph: Castiglia. Ma io penso...... bbox=[882, 377, 1027, 390]
article-contatori bbox=[43, 45, 305, 373]
fold-line: lo meno che bbox=[1457, 295, 1525, 308]
fold-line: poggio per bbox=[1457, 592, 1517, 605]
paragraph: Frattanto i mugnai cominciavano a minacciare che avrebbero chiusi i loro molini, ma questa chiusura in massa era stata preveduta fino dal novembre dal governo ed esso si affrettò di dare istruzioni in proposito agli agenti governativi. Ma intendiamoci sulla parola chiusura. Io per chiusura intendo cessazione di esercizio ed in tale senso debbo dire che in certi luoghi questa chiusura fu un vero sciopero. La prima causa di questa chiusura fu il fatto che negli ultimi mesi del 1868 i mugnai avevano macinato ingenti quantità di cereali, cosicchè prevedevano di avere poco da macinare nei primi mesi dell'anno 1869. La seconda causa fu il malcontento dei mugnai che si vedevano costretti a prestarsi agli accertamenti degli agenti governativi. Nonpertanto si venne ad accertare che in Italia si macinavano 98 milioni di quintali di cereali. Altre cause furono la difficoltà di prestare la cauzione, la paura dei mugnai di essere fatti l'oggetto di violenze pubbliche; quindi il fatto della resistenza alla tassa. Il Ministero provvide al caso di queste difficoltà e decise quindi di concedere le facilitazioni che si potevano fare. bbox=[1143, 1083, 1414, 1435]
fold-line: la parola che bbox=[1457, 677, 1530, 690]
paragraph: « I giornali d'Atene attaccano nel modo più violento il nostro ambasciatore a Costantinopoli, sig. Bourée, ch'essi accusano d'aver sollevato l'incidente attuale. Il sig. Bourée (se il suo dovere nel modo più fedele) e già stato ministro di Francia ad Atene, e si è sempre mostrato benevolo pel governo del re Ottone, che avrebbe dovuto ascoltare i suoi consigli. bbox=[43, 647, 305, 773]
paragraph: percezione. Nella seduta del 4 aprile io dissi lo stesso concetto. L'on. Sella prevede egli pure la possibilità di non avere al 1° gennaio i contatori e propose si lasciasse al governo la facoltà di applicare la legge coll'uso del mezzo delle dichiarazioni. In ricordo sulla di questa questione, tanto è vero che la scelta non fu ammessa dalle eccezioni che il governo intendeva di servirsi del sistema delle dichiarazioni, e ciò in forza dell'alinea del progetto di legge che fu dalla Camera votato senza ulteriore osservazione. bbox=[1143, 46, 1414, 214]
fold-line: coloro i qual bbox=[1457, 1512, 1527, 1525]
paragraph: Nel n° 13 della Gazzetta del Popolo di Torino sotto la rubrica Notizie varie leggesi: bbox=[594, 438, 854, 465]
paragraph: « L'allusione è legata e forte, quindi si prega il signor Gladstone di far dare la sua dimissione al signor Trevelyan. La decisione del primo ministro è attesa con ansietà; però pare che si sarà favorevole al signor Trevelyan. » bbox=[43, 1422, 305, 1506]
paragraph: 2. Un decreto del ministro delle finanze in data del 14 dicembre 1868, con il quale, fino a tutto il 1869, il prezzo del sale comune da vendersi sul luogo dal magazzino delle privative in Domodossola per uso esclusivo della fabbricazione della soda, è della raffinazione dei minerali, è fissato in L. 5 e cent. 12 per quintale decimale, restando all'stesso a carico degli acquisitori la provvista della sostanza prescritte per l'adulterazione. bbox=[320, 1280, 580, 1435]
fold-line: L'oratore bbox=[1457, 649, 1509, 662]
fold-line: Signori, bbox=[1457, 479, 1502, 492]
fold-line: dei mugnai del bbox=[1457, 663, 1540, 676]
fold-line: (Rumori) N bbox=[1457, 1172, 1520, 1185]
fold-line: provvedimenti bbox=[1457, 847, 1538, 860]
paragraph: Assicura che il numero dei morti è quello dato dalla Gazzetta, gli arresti furono fatti per ordine dell'autorità giudiziaria e quindi non crede il potere esecutivo che di questi ultimi sia il caso di discorrere. (Rumori) bbox=[868, 636, 1128, 706]
paragraph: Fu grave il compito nostro e tanto più grave per me perchè sono nativo di una di quelle provincie, ma l'alta posizione che occupo, la responsabilità che c'incombe ci forzò a prendere misure energiche. bbox=[868, 1552, 1128, 1622]
fold-line: poi approva bbox=[1457, 733, 1523, 747]
fold-line: mediata chie bbox=[1457, 1003, 1530, 1015]
paragraph: Ara domanda la parola. bbox=[1157, 1510, 1287, 1522]
paragraph: « La condotta del sig. Bourée è stata completamente approvata a Parigi; i suoi dispacci principali saranno inseriti nel Libro giallo e presentati quindi alle Camere francesi ed al pubblico, che apprezzeranno come meritano questi documenti importanti. » bbox=[43, 775, 305, 859]
fold-line: dire ai mugnai bbox=[1457, 366, 1539, 379]
paragraph: Altri deputati mi rimproveravano per non avere io consentito all'appalto offertomi da vari comuni. Io faccio osservare a questo proposito che la legge concede in un solo caso questo appalto, e quando cioè sia bene definito dall'art. 20 della legge. Io risposi ai comuni ch'essi s'intendessero coi mugnai, e qualora ci fosse stato il consenso di questi ultimi, io non avrei avuto difficoltà di accordare loro quanto proponevano. bbox=[1143, 1653, 1414, 1794]
fold-line: gnapatto su bbox=[1457, 1484, 1523, 1496]
fold-line: tel piano che bbox=[1457, 1101, 1530, 1115]
paragraph: Crispi. C'è da piangere! bbox=[1157, 348, 1289, 362]
fold-line: Castigl bbox=[1457, 1130, 1497, 1143]
paragraph: Si aggiunge che in questo caso la Francia richiamerà le sue truppe da Roma, per poter fare sicuro assegnamento sull'appoggio dell'Italia. Ma questa circostanza basta a dimostrare che la guerra non scoppierebbe se non dopo le elezioni generali, atteso che la Francia tiene ora le sue truppe a Roma principalmente, per non dire esclusivamente, per un interesse elettorale. Quindi è che anche attribuendo all'imperatore le idee sovraesposte, molte circostanze potrebbero ancora impedirne l'effettuazione, sovrattutto se si considera che i candidati alle elezioni generali inscriveranno tutti la parola pace sulla loro bandiera — i conservatori per soddisfare gl'interessi materiali delle popolazioni, i democratici per combattere ciò che credono essere interesse del governo. bbox=[320, 117, 580, 371]
paragraph: A destra: Sì! sì! bbox=[1157, 275, 1243, 288]
paragraph: Micceli parla per un fatto personale dichiarando ch'egli era autorizzato a valersi in quel modo che meglio credeva della lettera da lui letta ieri. bbox=[868, 1738, 1128, 1794]
article-notizie-estere bbox=[43, 487, 305, 1908]
fold-line: gli ordinati bbox=[1457, 1569, 1519, 1581]
article-parigi-continued bbox=[320, 45, 580, 1099]
fold-line: Prende atto bbox=[1457, 1286, 1523, 1298]
fold-line: l'anno. Mette bbox=[1457, 974, 1531, 987]
paragraph: Ieri, 21, dopo lunga malattia, è morto il duca di Sartirana, senatore del regno e prefetto di palazzo. La sua perdita sarà vivamente sentita dagli artisti, ch'ebbero sempre da lui aiuto e protezione. Intelligente d'arti belle, artista egli stesso, il duca di Sartirana godeva, in quel campo, di quella stima che tanto gli conferiva. Si accorse che egli rivestiva il titolo di prefetto della Corte. E giusto il dire che se ne va nel viaggiamento, e che perciò la notizia che abbiamo dato ai lettori sarà udita con sincero cordoglio. bbox=[320, 1705, 580, 1874]
paragraph: La seduta è aperta al tocco e 1/2 con le solite formalità. bbox=[594, 1253, 854, 1280]
fold-line: giornale qu bbox=[1457, 1682, 1521, 1694]
paragraph: Minima nella notte del 22 gennaio — 6,0. bbox=[609, 391, 840, 404]
paragraph: Quanto poi al sindaco, esso è andato a Cuneo il giorno 8 corrente ritornando dopo poche ore, appena, cioè, terminati gli affari comunali e suoi particolari. bbox=[594, 842, 854, 897]
newspaper-page bbox=[8, 0, 1440, 2323]
fold-line: Ara parla bbox=[1457, 620, 1510, 634]
paragraph: I sanguinosi torbidi dell'isola della Riunione produssero qui la più dolorosa impressione. Il contr'ammiraglio Dupré, libero pensatore, che comanda in quell'isola, ha trasmesso al governo i documenti necessari per sottoporre a processo il signor Bust, redattore del giornale La Malle, e già segretario del celebre Veuillot. Questo processo sarebbe per atti relativi su fanciulli d'ambo i sessi. Si tratta pure di far comparire dinnanzi ad un Consiglio d'amministrazione il signor De La Grange, direttore degli affari interni della colonia. Questi torbidi, come pure la dimissione del signor Séguier e la sottoscrizione Baudin, porgeranno argomento alle interpellanze della sinistra nel Corpo legislativo. bbox=[320, 701, 580, 940]
fold-line: Ciò che io bbox=[1457, 578, 1513, 591]
paragraph: Cambray-Digny (ministro). No, che non sono insinuazioni. Rileggete i discorsi pronunciati. bbox=[1143, 2069, 1414, 2096]
paragraph: e spera di prender la rivincita di Sadowa; e finalmente sulla popolarità d'una guerra contro la Prussia nelle nostre provincie dell'Est, nelle quali è vivo la memoria dell'invasione prussiane. bbox=[320, 46, 580, 115]
fold-line: narne, venne bbox=[1457, 805, 1530, 817]
paragraph: Corrado domanda la parola. C'è da piangere leggendo questa lettera! (Rumori). bbox=[868, 1250, 1128, 1278]
fold-line: dice: « Altri bbox=[1457, 889, 1523, 902]
paragraph: Credo interpretare ogni opinione sopra le cause che motivarono i disordini e rispondo all'on. Ferrari, che crede che non si tempo noi le possiamo conoscere appieno. Io non ho bisogno di essere studiata a fondo. I tribunali ci aiuteranno a scernere la verità sopra questi fatti. bbox=[594, 1913, 854, 2012]
fold-line: pesa di [Rumori bbox=[1457, 12, 1546, 25]
paragraph: Oggi, sabato, a mezzogiorno, il prof. G. Ugdulena, nell'Istituto di studi superiori, nella sua solita lezione di letteratura greca continuerà a trattare delle poesie di Solone. bbox=[594, 189, 854, 245]
fold-line: cosa sebbene bbox=[1457, 988, 1532, 1001]
paragraph: « Si conosce lo scambio di dispacci che ha avuto luogo con Atene al principio dell'incidente Rangabè. Ci è assicurato che in questo momento il governo di re Giorgio avrebbe risposto alle osservazioni che gli erano state indirizzate, che non potrebbe partecipare ai lavori della Conferenza fuorchè per domandare la revisione del trattato del 1830, che ha stabilito la sorte della Grecia, e reclamare energicamente l'annessione di Creta al regno ellenico. È per questa che il diritto di sviluppare queste idee che il gabinetto Delyannis voleva che il sig. Rangabè fosse ammesso alla Conferenza allo stesso titolo del rappresentante della Porta. » bbox=[43, 877, 305, 1087]
fold-line: Digny se pre bbox=[1457, 1229, 1528, 1242]
paragraph: I due interpellanti sembrano d'accordo sul punto che il governo non doveva applicare la tassa prima che non fossero pronti i contatori. Ebbene, qui sta l'errore. La legge stabilisce due modi di percezione; il contatore e le dichiarazioni. A questo sembra, questi due onorevoli deputati si sono scordati la discussione ch'ebbero luogo in questa mia precedente, ed il primo che fu detto nelle due sedute del 2 ed il 4 aprile, dove vi si dimostra, se le 1° gennaio non potevansi avere i contatori, bisognava inserire nella legge un articolo che stabilisse un altro modo di bbox=[868, 2140, 1128, 2323]
fold-line: tassa, ma cercar bbox=[1457, 493, 1550, 506]
fold-line: C'è pure u bbox=[1457, 1611, 1516, 1624]
